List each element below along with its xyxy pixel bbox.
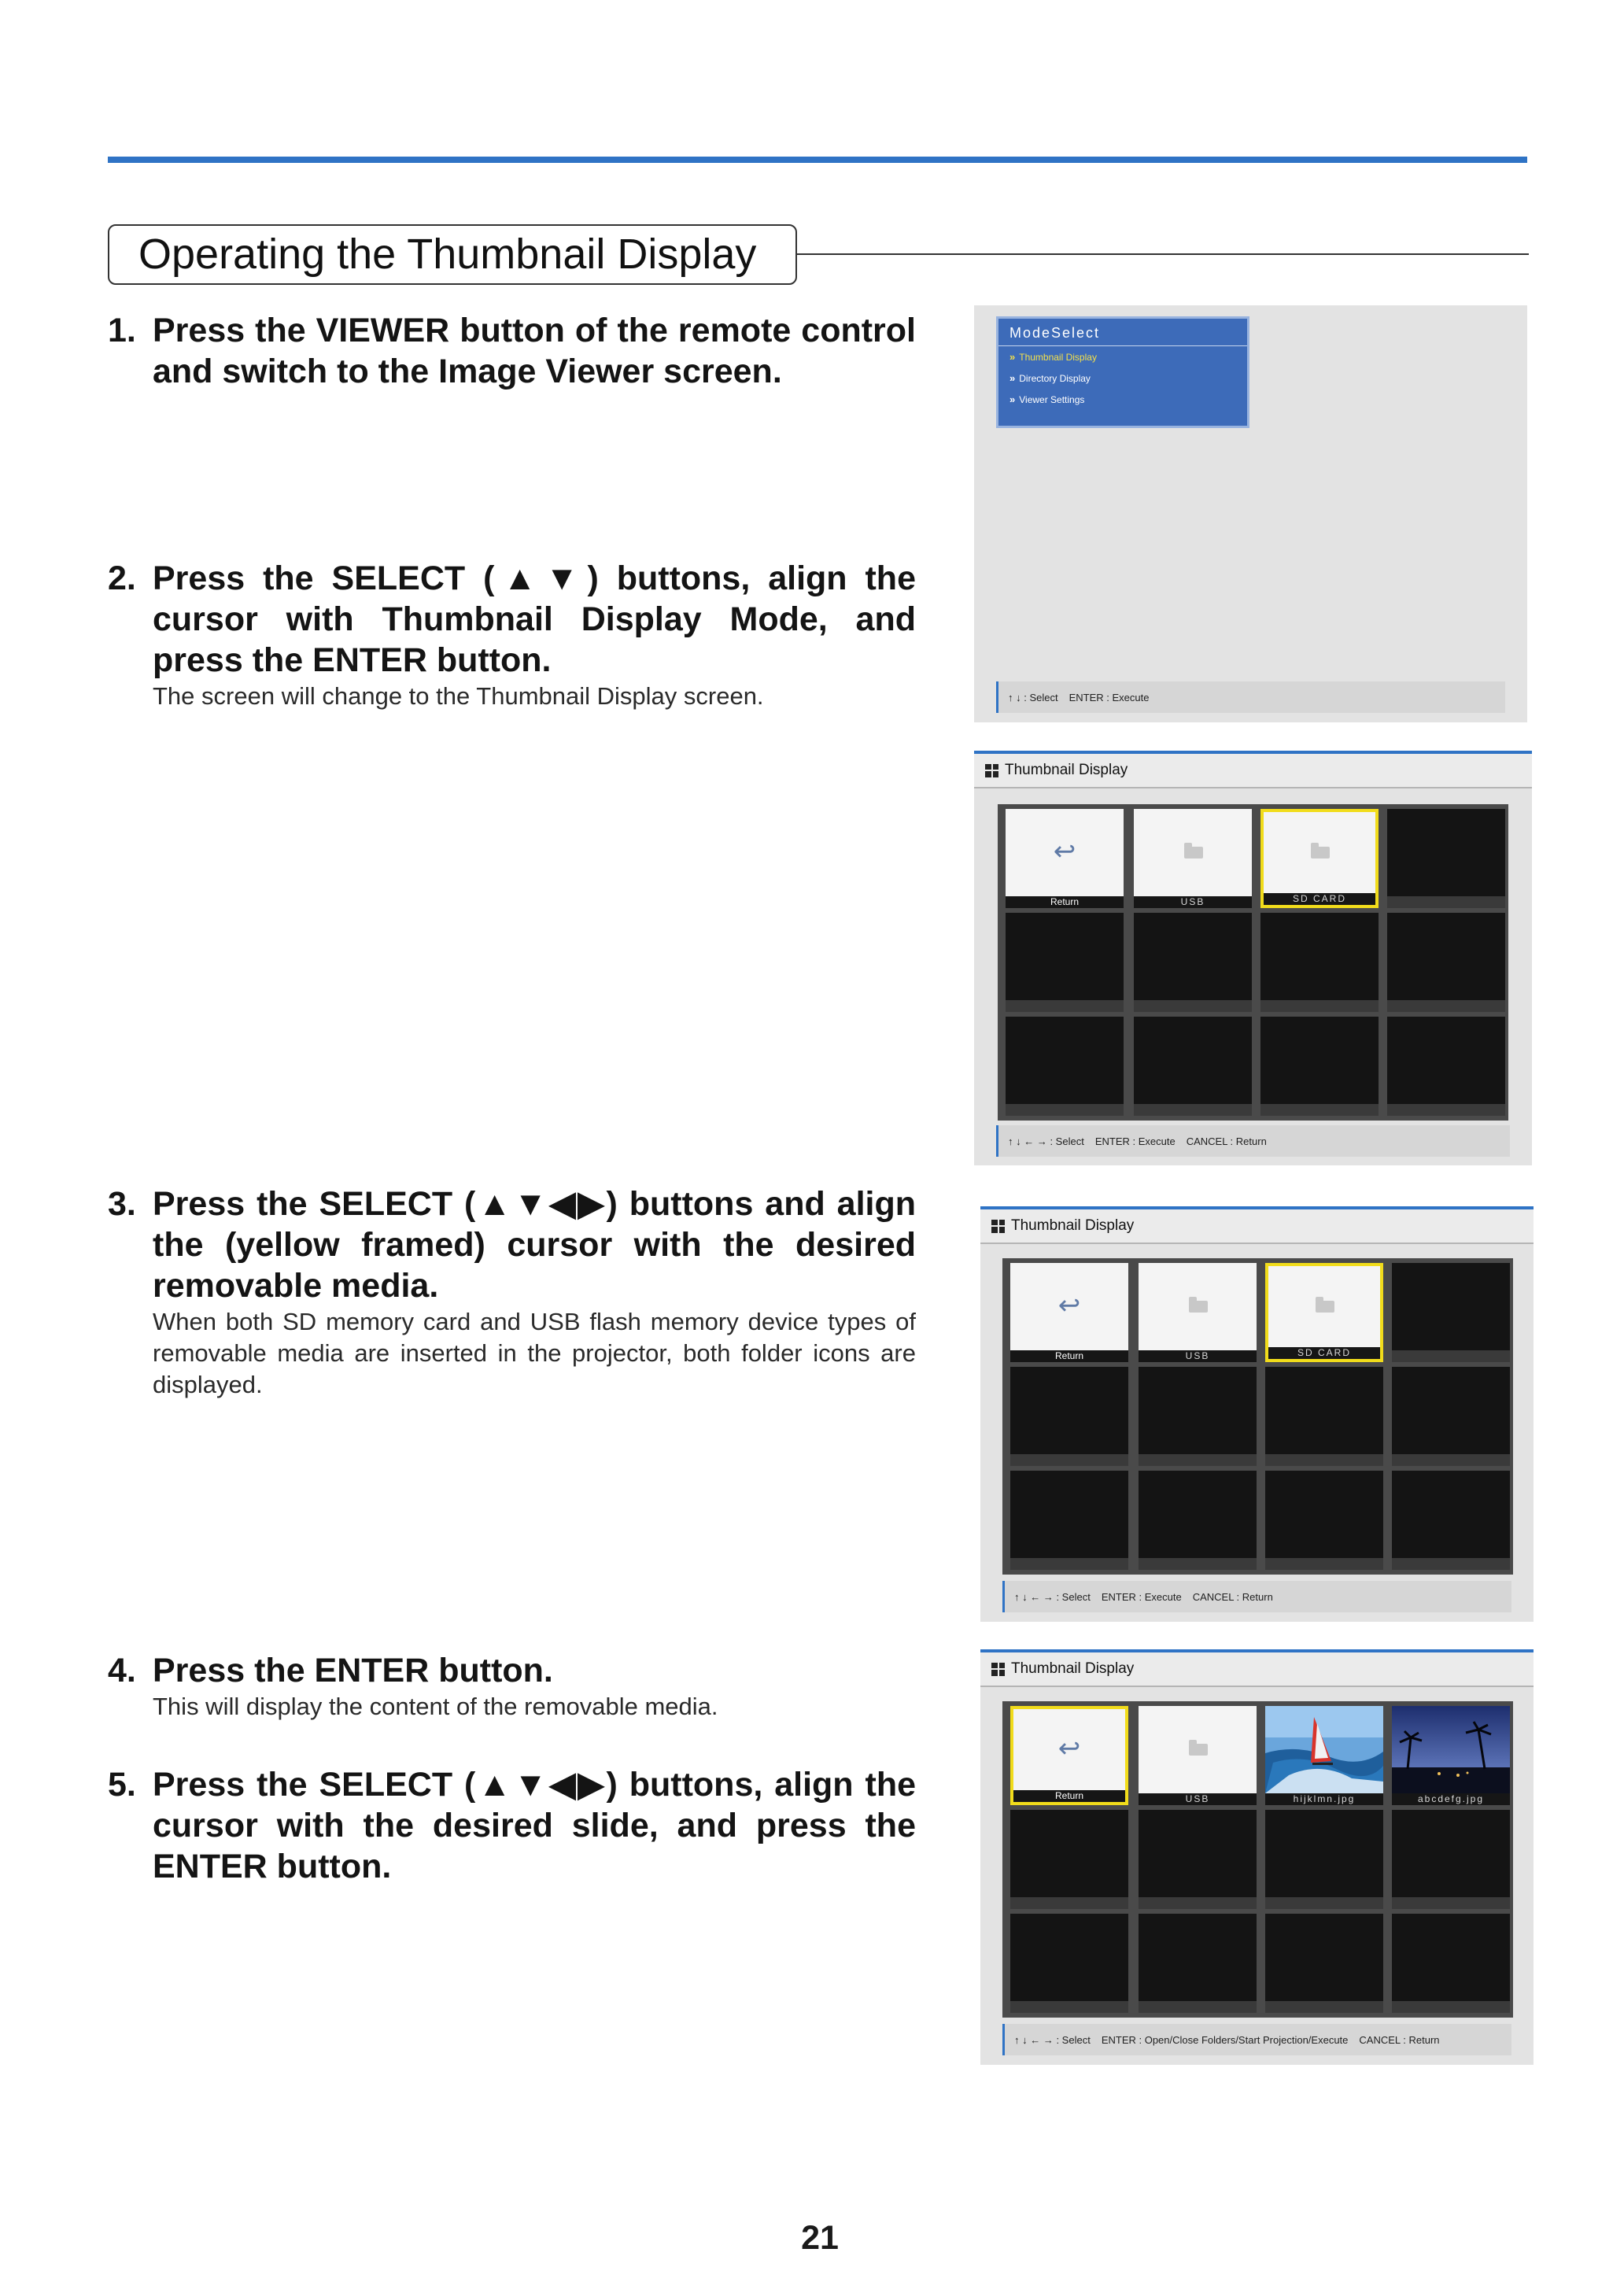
- footer-cancel-hint: CANCEL : Return: [1186, 1135, 1267, 1147]
- thumbnail-grid-icon: [991, 1220, 1005, 1233]
- folder-icon: [1184, 847, 1203, 858]
- footer-enter-hint: ENTER : Execute: [1101, 1590, 1182, 1603]
- thumbnail-tile-empty[interactable]: [1139, 1914, 1257, 2013]
- thumbnail-tile-sd-card[interactable]: [1260, 809, 1379, 908]
- step-5: [108, 1764, 916, 1887]
- tile-label: [1134, 1000, 1252, 1012]
- menu-item-label: Thumbnail Display: [1019, 351, 1097, 363]
- thumbnail-tile-empty[interactable]: [1010, 1471, 1128, 1570]
- tile-label: [1139, 1558, 1257, 1570]
- page-number: 21: [801, 2219, 839, 2257]
- mode-select-menu: [996, 316, 1249, 428]
- thumbnail-tile-empty[interactable]: [1392, 1810, 1510, 1909]
- step-description: When both SD memory card and USB flash memory device types of removable media are inserted in the projector, both folder icons are displayed.: [153, 1308, 916, 1398]
- tile-label: Return: [1013, 1790, 1125, 1802]
- screen-footer: [996, 681, 1505, 713]
- thumbnail-tile-image[interactable]: [1392, 1706, 1510, 1805]
- return-icon: ↩: [1057, 1291, 1081, 1320]
- tile-label: [1387, 1000, 1505, 1012]
- windsurf-photo: [1265, 1706, 1383, 1793]
- thumbnail-tile-empty[interactable]: [1265, 1810, 1383, 1909]
- return-icon: ↩: [1057, 1734, 1081, 1763]
- thumbnail-tile-empty[interactable]: [1265, 1471, 1383, 1570]
- tile-label: [1139, 1897, 1257, 1909]
- folder-icon: [1316, 1301, 1334, 1313]
- chevron-right-icon: »: [1009, 393, 1016, 405]
- step-description: The screen will change to the Thumbnail Display screen.: [153, 682, 764, 710]
- thumbnail-tile-empty[interactable]: [1260, 1017, 1379, 1116]
- footer-cancel-hint: CANCEL : Return: [1192, 1590, 1273, 1603]
- screen-footer: [1002, 2024, 1511, 2055]
- tile-label: [1392, 1350, 1510, 1362]
- tile-label: hijklmn.jpg: [1265, 1793, 1383, 1805]
- return-icon: ↩: [1053, 836, 1076, 866]
- menu-item-directory-display[interactable]: [998, 367, 1247, 389]
- tile-label: [1006, 1104, 1124, 1116]
- step-text: Press the SELECT (▲▼) buttons, align the cursor with Thumbnail Display Mode, and press the ENTER button.: [153, 559, 916, 679]
- tile-label: [1260, 1104, 1379, 1116]
- thumbnail-grid: [1002, 1258, 1513, 1575]
- thumbnail-tile-empty[interactable]: [1392, 1263, 1510, 1362]
- tile-label: [1265, 1454, 1383, 1466]
- tile-label: abcdefg.jpg: [1392, 1793, 1510, 1805]
- thumbnail-tile-empty[interactable]: [1006, 913, 1124, 1012]
- step-text: Press the SELECT (▲▼◀▶) buttons, align the cursor with the desired slide, and press the ENTER button.: [153, 1766, 916, 1885]
- thumbnail-tile-return[interactable]: [1006, 809, 1124, 908]
- tile-label: [1010, 1558, 1128, 1570]
- section-title: Operating the Thumbnail Display: [108, 224, 797, 285]
- footer-enter-hint: ENTER : Execute: [1069, 691, 1150, 703]
- tile-label: USB: [1134, 896, 1252, 908]
- tile-label: [1392, 1558, 1510, 1570]
- screen-header: [974, 751, 1532, 788]
- footer-select-hint: ↑ ↓ ← → : Select: [1014, 1590, 1091, 1603]
- thumbnail-grid-icon: [991, 1663, 1005, 1676]
- folder-icon: [1189, 1744, 1208, 1756]
- mode-select-title: ModeSelect: [998, 319, 1247, 346]
- menu-item-viewer-settings[interactable]: [998, 389, 1247, 410]
- thumbnail-tile-usb[interactable]: [1139, 1263, 1257, 1362]
- thumbnail-grid: [998, 804, 1508, 1121]
- tile-label: [1139, 2001, 1257, 2013]
- tile-label: [1134, 1104, 1252, 1116]
- screen-header: [980, 1649, 1534, 1687]
- thumbnail-screen-1: [974, 751, 1532, 1165]
- tile-label: SD CARD: [1264, 893, 1375, 905]
- mode-select-screen: [974, 305, 1527, 722]
- screen-header-title: Thumbnail Display: [1011, 1217, 1135, 1234]
- tile-label: [1139, 1454, 1257, 1466]
- tile-label: [1260, 1000, 1379, 1012]
- thumbnail-tile-empty[interactable]: [1134, 913, 1252, 1012]
- tile-label: [1392, 1897, 1510, 1909]
- screen-footer: [1002, 1581, 1511, 1612]
- tile-label: [1265, 1558, 1383, 1570]
- thumbnail-tile-return[interactable]: [1010, 1706, 1128, 1805]
- thumbnail-grid-icon: [985, 764, 998, 777]
- thumbnail-tile-empty[interactable]: [1134, 1017, 1252, 1116]
- menu-item-label: Viewer Settings: [1019, 393, 1085, 405]
- thumbnail-tile-usb[interactable]: [1139, 1706, 1257, 1805]
- step-text: Press the ENTER button.: [153, 1652, 553, 1689]
- step-description: This will display the content of the removable media.: [153, 1693, 718, 1720]
- thumbnail-tile-empty[interactable]: [1387, 913, 1505, 1012]
- screen-header: [980, 1206, 1534, 1244]
- thumbnail-tile-sd-card[interactable]: [1265, 1263, 1383, 1362]
- tile-label: [1010, 1454, 1128, 1466]
- tile-label: SD CARD: [1268, 1347, 1380, 1359]
- thumbnail-grid: [1002, 1701, 1513, 2018]
- tile-label: [1010, 1897, 1128, 1909]
- tile-label: [1392, 1454, 1510, 1466]
- step-number: 3.: [108, 1185, 136, 1223]
- tile-label: Return: [1006, 896, 1124, 908]
- thumbnail-tile-empty[interactable]: [1139, 1810, 1257, 1909]
- tile-label: [1265, 1897, 1383, 1909]
- tile-label: USB: [1139, 1793, 1257, 1805]
- thumbnail-screen-3: [980, 1649, 1534, 2065]
- top-rule: [108, 157, 1527, 163]
- step-1: [108, 310, 916, 392]
- menu-item-thumbnail-display[interactable]: [998, 346, 1247, 367]
- thumbnail-screen-2: [980, 1206, 1534, 1622]
- thumbnail-tile-empty[interactable]: [1265, 1367, 1383, 1466]
- title-rule: [797, 253, 1529, 255]
- thumbnail-tile-empty[interactable]: [1010, 1367, 1128, 1466]
- step-number: 2.: [108, 559, 136, 597]
- tile-label: [1010, 2001, 1128, 2013]
- tile-label: [1265, 2001, 1383, 2013]
- chevron-right-icon: »: [1009, 351, 1016, 363]
- footer-cancel-hint: CANCEL : Return: [1359, 2033, 1440, 2046]
- screen-header-title: Thumbnail Display: [1011, 1660, 1135, 1677]
- step-text: Press the VIEWER button of the remote control and switch to the Image Viewer screen.: [153, 312, 916, 390]
- thumbnail-tile-return[interactable]: [1010, 1263, 1128, 1362]
- footer-enter-hint: ENTER : Open/Close Folders/Start Projection/Execute: [1101, 2033, 1349, 2046]
- tile-label: Return: [1010, 1350, 1128, 1362]
- thumbnail-tile-empty[interactable]: [1139, 1367, 1257, 1466]
- thumbnail-tile-empty[interactable]: [1006, 1017, 1124, 1116]
- menu-item-label: Directory Display: [1019, 372, 1091, 384]
- thumbnail-tile-empty[interactable]: [1265, 1914, 1383, 2013]
- footer-select-hint: ↑ ↓ ← → : Select: [1014, 2033, 1091, 2046]
- footer-select-hint: ↑ ↓ ← → : Select: [1008, 1135, 1084, 1147]
- tile-label: [1387, 896, 1505, 908]
- thumbnail-tile-image[interactable]: [1265, 1706, 1383, 1805]
- tile-label: [1392, 2001, 1510, 2013]
- thumbnail-tile-empty[interactable]: [1010, 1810, 1128, 1909]
- thumbnail-tile-empty[interactable]: [1392, 1367, 1510, 1466]
- step-2: [108, 558, 916, 712]
- step-number: 4.: [108, 1652, 136, 1689]
- screen-header-title: Thumbnail Display: [1005, 762, 1128, 778]
- screen-footer: [996, 1125, 1510, 1157]
- step-number: 5.: [108, 1766, 136, 1804]
- step-number: 1.: [108, 312, 136, 349]
- tile-label: [1006, 1000, 1124, 1012]
- chevron-right-icon: »: [1009, 372, 1016, 384]
- folder-icon: [1189, 1301, 1208, 1313]
- thumbnail-tile-empty[interactable]: [1387, 809, 1505, 908]
- palm-sunset-photo: [1392, 1706, 1510, 1793]
- step-text: Press the SELECT (▲▼◀▶) buttons and align the (yellow framed) cursor with the desired removable media.: [153, 1185, 916, 1305]
- thumbnail-tile-empty[interactable]: [1010, 1914, 1128, 2013]
- tile-label: USB: [1139, 1350, 1257, 1362]
- step-3: [108, 1183, 916, 1401]
- thumbnail-tile-empty[interactable]: [1392, 1914, 1510, 2013]
- tile-label: [1387, 1104, 1505, 1116]
- footer-enter-hint: ENTER : Execute: [1094, 1135, 1176, 1147]
- thumbnail-tile-empty[interactable]: [1260, 913, 1379, 1012]
- folder-icon: [1311, 847, 1330, 858]
- thumbnail-tile-empty[interactable]: [1139, 1471, 1257, 1570]
- thumbnail-tile-usb[interactable]: [1134, 809, 1252, 908]
- thumbnail-tile-empty[interactable]: [1392, 1471, 1510, 1570]
- thumbnail-tile-empty[interactable]: [1387, 1017, 1505, 1116]
- step-4: [108, 1650, 916, 1723]
- footer-select-hint: ↑ ↓ : Select: [1008, 691, 1058, 703]
